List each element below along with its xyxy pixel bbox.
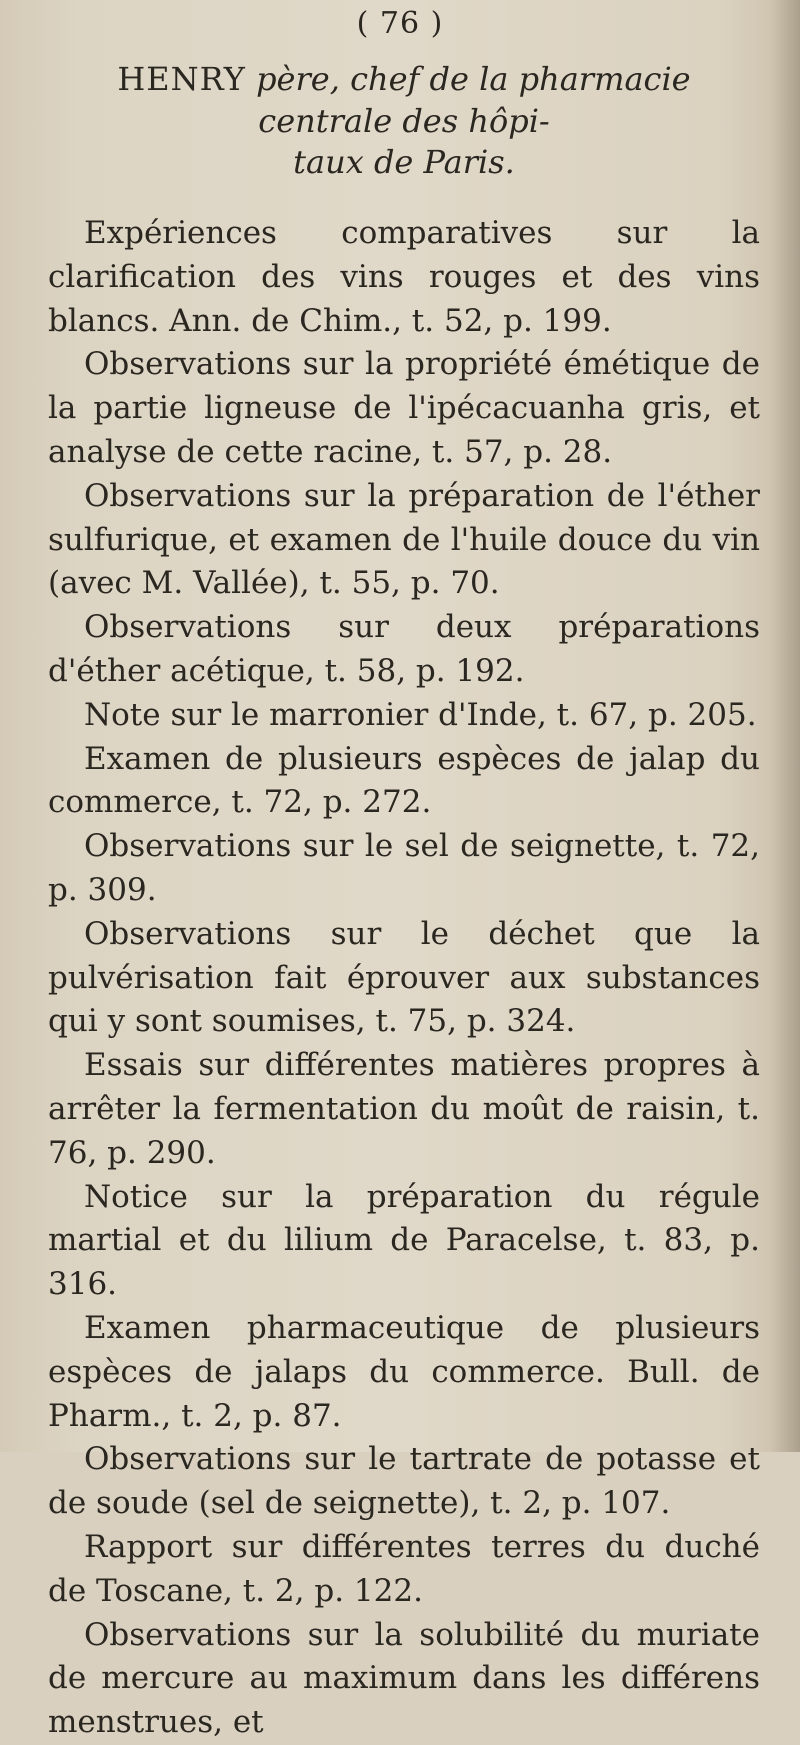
bibliography-entry: Expériences comparatives sur la clarification des vins rouges et des vins blancs. Ann. de Chim., t. 52, p. 199. <box>48 215 760 339</box>
bibliography-entry: Note sur le marronier d'Inde, t. 67, p. 205. <box>84 696 757 733</box>
bibliography-entry: Observations sur le sel de seignette, t. 72, p. 309. <box>48 828 760 908</box>
author-title-line2: taux de Paris. <box>293 143 515 181</box>
bibliography-entry: Notice sur la préparation du régule martial et du lilium de Paracelse, t. 83, p. 316. <box>48 1178 760 1303</box>
bibliography-entry: Observations sur deux préparations d'éther acétique, t. 58, p. 192. <box>48 609 760 689</box>
bibliography-entry: Essais sur différentes matières propres à arrêter la fermentation du moût de raisin, t. 76, p. 290. <box>48 1047 760 1171</box>
author-name: HENRY <box>117 60 246 98</box>
bibliography-entry: Examen pharmaceutique de plusieurs espèces de jalaps du commerce. Bull. de Pharm., t. 2, p. 87. <box>48 1309 760 1434</box>
bibliography-entry: Rapport sur différentes terres du duché de Toscane, t. 2, p. 122. <box>48 1528 760 1609</box>
bibliography-entry: Observations sur le tartrate de potasse et de soude (sel de seignette), t. 2, p. 107. <box>48 1441 760 1522</box>
page-number: ( 76 ) <box>356 6 444 41</box>
author-title-line1: père, chef de la pharmacie centrale des hôpi- <box>256 60 691 140</box>
page-edge-shadow <box>770 0 800 1452</box>
text-block <box>48 58 760 1745</box>
bibliography-entry: Observations sur la propriété émétique de la partie ligneuse de l'ipécacuanha gris, et analyse de cette racine, t. 57, p. 28. <box>48 346 760 470</box>
bibliography-entry: Examen de plusieurs espèces de jalap du commerce, t. 72, p. 272. <box>48 740 760 821</box>
author-heading <box>48 58 760 142</box>
bibliography-entry: Observations sur la préparation de l'éther sulfurique, et examen de l'huile douce du vin (avec M. Vallée), t. 55, p. 70. <box>48 477 760 602</box>
bibliography-entry: Observations sur le déchet que la pulvérisation fait éprouver aux substances qui y sont soumises, t. 75, p. 324. <box>48 915 760 1040</box>
bibliography-entry: Observations sur la solubilité du muriate de mercure au maximum dans les différens menstrues, et <box>48 1616 760 1741</box>
